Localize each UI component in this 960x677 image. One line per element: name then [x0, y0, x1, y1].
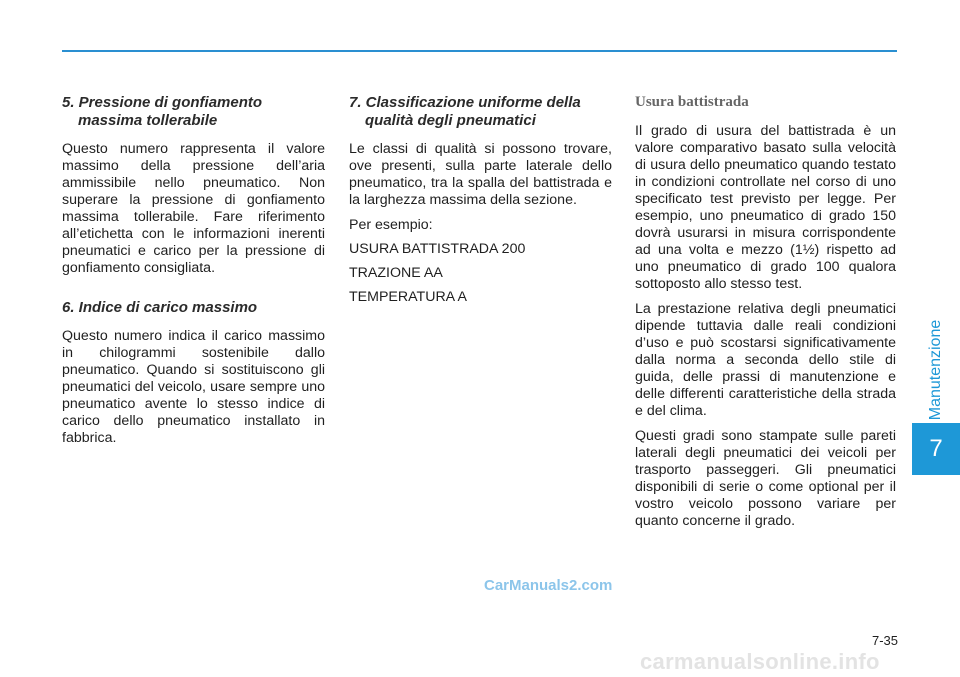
- column-right: [635, 94, 896, 538]
- column-middle: [349, 94, 612, 313]
- section-5-title: 5. Pressione di gonfiamento massima tollerabile: [62, 94, 263, 129]
- sidebar-section-title: Manutenzione: [927, 319, 944, 421]
- tread-wear-paragraph-2: La prestazione relativa degli pneumatici dipende tuttavia dalle reali condizioni d’uso e può scostarsi significativamente dalla norma a seconda dello stile di guida, delle prassi di manutenzione e delle differenti caratteristiche della strada e del clima.: [635, 301, 896, 419]
- example-intro: Per esempio:: [349, 217, 433, 233]
- page-number: 7-35: [871, 633, 898, 648]
- tread-wear-paragraph-3: Questi gradi sono stampate sulle pareti laterali degli pneumatici dei veicoli per trasporto passeggeri. Gli pneumatici disponibili di serie o come optional per il vostro veicolo possono variare per quanto concerne il grado.: [635, 428, 896, 529]
- section-6-title: 6. Indice di carico massimo: [62, 299, 258, 316]
- example-line: TEMPERATURA A: [349, 289, 467, 305]
- tread-wear-paragraph-1: Il grado di usura del battistrada è un valore comparativo basato sulla velocità di usura dello pneumatico quando testato in condizioni controllate nel corso di uno specificato test previsto per legge. Per esempio, uno pneumatico di grado 150 dovrà usurarsi in misura corrispondente ad una volta e mezzo (1½) rispetto ad uno pneumatico di grado 100 qualora sottoposto allo stesso test.: [635, 123, 896, 292]
- watermark-link[interactable]: CarManuals2.com: [484, 577, 613, 594]
- tread-wear-title: Usura battistrada: [635, 94, 749, 110]
- section-7-title: 7. Classificazione uniforme della qualità degli pneumatici: [349, 94, 581, 129]
- site-watermark: carmanualsonline.info: [640, 649, 880, 674]
- header-rule: [62, 50, 897, 52]
- section-7-body: Le classi di qualità si possono trovare, ove presenti, sulla parte laterale dello pneumatico, tra la spalla del battistrada e la larghezza massima della sezione.: [349, 141, 612, 208]
- section-5-body: Questo numero rappresenta il valore massimo della pressione dell’aria ammissibile nello pneumatico. Non superare la pressione di gonfiamento massima tollerabile. Fare riferimento all’etichetta con le informazioni inerenti pneumatici e carico per la pressione di gonfiamento consigliata.: [62, 141, 325, 276]
- example-line: USURA BATTISTRADA 200: [349, 241, 526, 257]
- section-6-body: Questo numero indica il carico massimo in chilogrammi sostenibile dallo pneumatico. Quando si sostituiscono gli pneumatici del veicolo, usare sempre uno pneumatico avente lo stesso indice di carico dello pneumatico installato in fabbrica.: [62, 328, 325, 446]
- example-line: TRAZIONE AA: [349, 265, 443, 281]
- chapter-tab: 7: [912, 423, 960, 475]
- column-left: [62, 94, 325, 455]
